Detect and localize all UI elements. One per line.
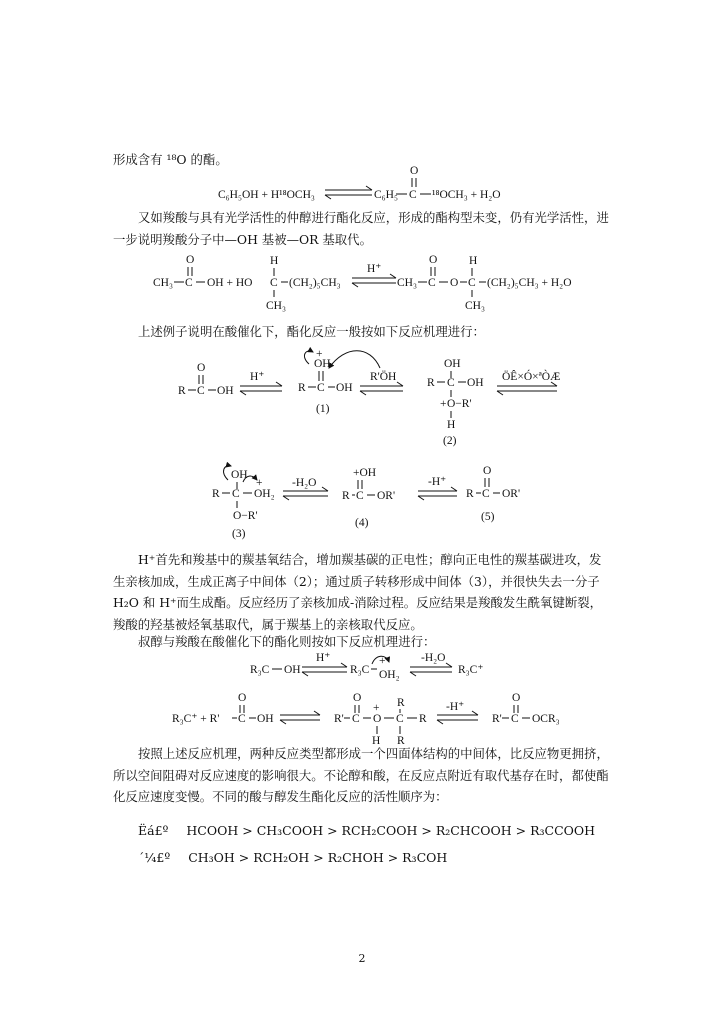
acid-label: Ëá£º [138,823,169,838]
equilibrium-arrow [360,382,403,395]
eq2-ester-ch3: CH₃ [397,277,417,289]
m1-label-2: (2) [443,435,457,447]
equilibrium-arrow [352,274,396,287]
m2-int4-or: OR' [377,490,396,502]
alcohol-label: ´¼£º [138,850,171,865]
equation-secondary-alcohol [153,254,572,312]
m1-int2-charge: + [440,398,447,410]
paragraph-ester-config: 又如羧酸与具有光学活性的仲醇进行酯化反应，形成的酯构型未变，仍有光学活性，进一步说明羧酸分子中—OH 基被—OR 基取代。 [113,210,609,247]
t2-ester-c: C [511,713,519,725]
curved-arrow [224,466,231,480]
t2-int-quat-c: C [396,713,404,725]
paragraph-steric: 按照上述反应机理，两种反应类型都形成一个四面体结构的中间体，比反应物更拥挤，所以空间阻碍对反应速度的影响很大。不论醇和酸，在反应点附近有取代基存在时，都使酯化反应速度变慢。不同的酸与醇发生酯化反应的活性顺序为： [113,746,609,804]
eq2-alcohol-ch3: CH₃ [266,300,286,312]
eq2-ester-c: C [428,277,436,289]
equilibrium-arrow [497,382,557,395]
m1-int2-oh-top: OH [444,358,461,370]
m1-int2-h: H [447,419,456,431]
curved-arrow [304,351,313,364]
m1-alcohol: R'ÖH [370,371,397,383]
m1-int2-or: O−R' [447,398,472,410]
eq2-ester-o-top: O [429,254,438,266]
t2-int-charge: + [373,702,380,714]
m2-int4-r: R [342,490,350,502]
eq2-acid-ch3: CH₃ [153,277,173,289]
m2-int3-oh-top: OH [231,469,248,481]
m2-int4-oh: +OH [353,467,377,479]
equilibrium-arrow [418,487,457,500]
t1-minus-h2o: -H₂O [421,652,446,664]
eq1-carbonyl-c: C [409,189,417,201]
t2-minus-h: -H⁺ [446,701,465,713]
t1-catalyst: H⁺ [316,652,331,664]
mechanism-tertiary-row-2 [172,692,560,747]
paragraph-mechanism-intro: 上述例子说明在酸催化下，酯化反应一般按如下反应机理进行： [138,324,485,339]
eq1-carbonyl-o: O [410,165,419,177]
t1-r3c: R₃C [250,664,270,676]
m1-acid-oh: OH [217,385,234,397]
t2-int-r-prime: R' [334,713,344,725]
t2-int-r-bottom: R [397,735,405,747]
m2-int3-charge: + [256,477,263,489]
eq2-ester-ch3-below: CH₃ [465,300,485,312]
m2-ester-c: C [482,488,490,500]
eq2-acid-o: O [186,254,195,266]
m1-acid-c: C [197,385,205,397]
m2-int4-c: C [356,490,364,502]
eq2-ester-o: O [450,277,459,289]
m1-int2-oh-right: OH [467,377,484,389]
t1-oh2: OH₂ [379,669,400,681]
equilibrium-arrow [325,186,372,199]
mechanism-row-1 [178,348,560,447]
m2-step-minus-h: -H⁺ [428,476,447,488]
t2-int-o-top: O [353,692,362,704]
curved-arrow [329,351,380,368]
eq2-alcohol-c: C [270,277,278,289]
t2-int-c: C [352,713,360,725]
m1-int2-r: R [427,377,435,389]
eq1-product-right: ¹⁸OCH₃ + H₂O [432,189,501,201]
eq2-ester-h: H [469,255,478,267]
t2-int-o: O [373,713,382,725]
t2-int-r-top: R [397,697,405,709]
eq1-product-left: C₆H₅ [374,189,398,201]
t1-oh: OH [284,664,301,676]
m2-ester-or: OR' [502,488,521,500]
m2-ester-r: R [466,488,474,500]
acid-order: HCOOH > CH₃COOH > RCH₂COOH > R₂CHCOOH > R₃CCOOH [186,823,596,838]
t1-carbocation: R₃C⁺ [458,664,484,676]
m2-step-minus-h2o: -H₂O [292,477,317,489]
m2-int3-c: C [232,488,240,500]
m1-int1-c: C [317,382,325,394]
m1-int1-r: R [298,382,306,394]
t2-acid-oh: OH [257,713,274,725]
m1-int1-charge: + [316,348,323,360]
t2-ester-o: O [512,692,521,704]
t2-carbocation-plus-r: R₃C⁺ + R' [172,713,220,725]
m2-label-4: (4) [355,517,369,529]
t2-int-h: H [372,735,381,747]
eq2-acid-c: C [185,277,193,289]
intro-text: 形成含有 ¹⁸O 的酯。 [113,152,228,167]
mechanism-row-2 [212,465,520,540]
m2-label-5: (5) [481,511,495,523]
paragraph-tertiary-alcohol: 叔醇与羧酸在酸催化下的酯化则按如下反应机理进行： [138,634,436,649]
paragraph-mechanism-explain: H⁺首先和羧基中的羰基氧结合，增加羰基碳的正电性；醇向正电性的羰基碳进攻，发生亲核加成，生成正离子中间体（2）；通过质子转移形成中间体（3），并很快失去一分子 H₂O 和 H⁺而生成酯。反应经历了亲核加成-消除过程。反应结果是羧酸发生酰氧键断裂，羧酸的羟基被烃氧基取代，属于羰基上的亲核取代反应。 [113,552,603,632]
m2-ester-o: O [483,465,492,477]
m1-label-1: (1) [316,403,330,415]
t2-acid-c: C [238,713,246,725]
t2-ester-r-prime: R' [492,713,502,725]
eq2-alcohol-chain: (CH₂)₅CH₃ [289,277,341,289]
m1-int1-oh-right: OH [336,382,353,394]
t2-ester-ocr3: OCR₃ [532,713,560,725]
t1-r3c-2: R₃C [350,664,370,676]
equilibrium-arrow [240,382,282,395]
t2-acid-o: O [238,692,247,704]
mechanism-tertiary-row-1 [250,652,483,681]
m1-proton-transfer: ÖÊ×Ó×ªÒÆ [502,371,561,383]
eq2-acid-oh: OH + HO [207,277,253,289]
equilibrium-arrow [302,663,347,676]
eq2-ester-chiral-c: C [468,277,476,289]
m1-acid-o: O [197,362,206,374]
eq2-catalyst: H⁺ [367,263,382,275]
eq2-ester-chain: (CH₂)₅CH₃ + H₂O [487,277,572,289]
page-number: 2 [358,952,366,965]
equilibrium-arrow [280,711,320,724]
eq1-reactants: C₆H₅OH + H¹⁸OCH₃ [218,189,315,201]
t1-charge: + [379,655,386,667]
m1-step1-catalyst: H⁺ [250,371,265,383]
alcohol-order: CH₃OH > RCH₂OH > R₂CHOH > R₃COH [188,850,448,865]
m2-label-3: (3) [232,528,246,540]
t2-int-r-right: R [419,713,427,725]
m2-int3-or: O−R' [233,510,258,522]
m1-int1-oh: OH [314,358,331,370]
m1-int2-c: C [447,377,455,389]
m2-int3-r: R [212,488,220,500]
m2-int3-oh2: OH₂ [254,488,275,500]
m1-acid-r: R [178,385,186,397]
equation-phenol-ester [218,165,501,201]
eq2-alcohol-h: H [270,255,279,267]
equilibrium-arrow [410,663,452,676]
